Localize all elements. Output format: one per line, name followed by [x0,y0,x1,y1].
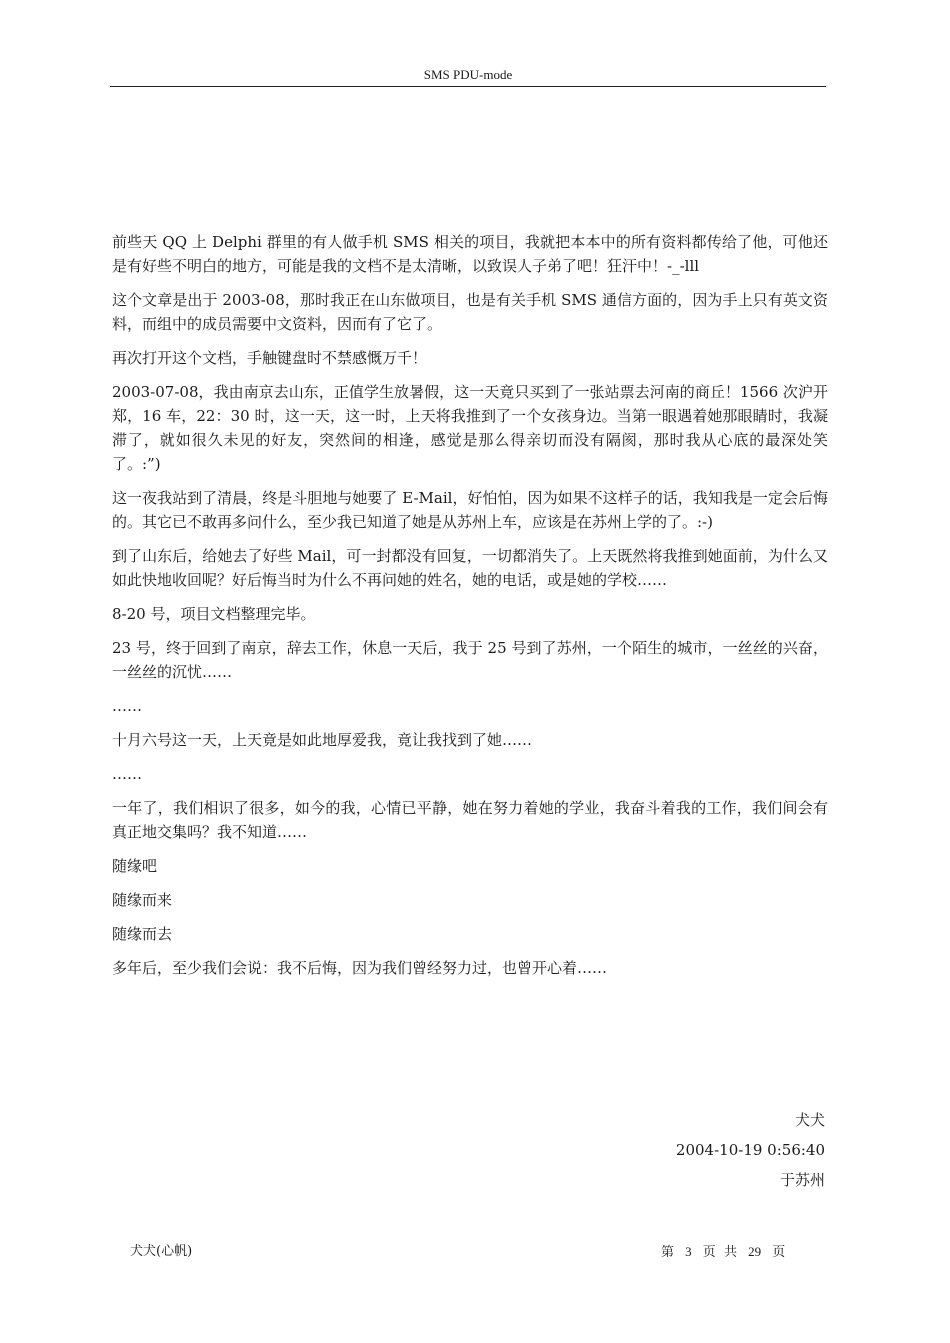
signature-place: 于苏州 [779,1171,825,1189]
footer-author-text: 犬犬(心帆) [130,1244,193,1259]
page-number [659,1243,787,1262]
paragraph: 到了山东后，给她去了好些 Mail，可一封都没有回复，一切都消失了。上天既然将我推到她面前，为什么又如此快地收回呢？好后悔当时为什么不再问她的姓名，她的电话，或是她的学校…… [112,547,828,589]
paragraph: 随缘而来 [112,891,173,909]
signature-datetime: 2004-10-19 0:56:40 [675,1141,825,1159]
page-mid: 页 [702,1245,716,1260]
paragraph: 8-20 号，项目文档整理完毕。 [112,605,316,623]
paragraph: 23 号，终于回到了南京，辞去工作，休息一天后，我于 25 号到了苏州，一个陌生的城市，一丝丝的兴奋，一丝丝的沉忧…… [112,639,828,681]
ellipsis-line: …… [112,697,142,715]
paragraph: 再次打开这个文档，手触键盘时不禁感慨万千！ [112,349,428,367]
page-suffix: 页 [772,1245,786,1260]
ellipsis-line: …… [112,765,142,783]
paragraph: 随缘吧 [112,857,158,875]
footer-author [130,1243,192,1261]
paragraph: 随缘而去 [112,925,173,943]
paragraph: 多年后，至少我们会说：我不后悔，因为我们曾经努力过，也曾开心着…… [112,959,608,977]
page-total: 29 [748,1244,762,1259]
paragraph: 十月六号这一天，上天竟是如此地厚爱我，竟让我找到了她…… [112,731,533,749]
signature-author: 犬犬 [794,1111,825,1129]
page-prefix: 第 [661,1245,675,1260]
page-current: 3 [685,1244,692,1259]
paragraph: 这一夜我站到了清晨，终是斗胆地与她要了 E-Mail，好怕怕，因为如果不这样子的话，我知我是一定会后悔的。其它已不敢再多问什么，至少我已知道了她是从苏州上车，应该是在苏州上学的了。:-) [112,489,828,531]
paragraph: 一年了，我们相识了很多，如今的我，心情已平静，她在努力着她的学业，我奋斗着我的工作，我们间会有真正地交集吗？我不知道…… [112,799,828,841]
paragraph: 这个文章是出于 2003-08，那时我正在山东做项目，也是有关手机 SMS 通信方面的，因为手上只有英文资料，而组中的成员需要中文资料，因而有了它了。 [112,291,828,333]
page-total-prefix: 共 [723,1245,737,1260]
page-header [110,66,826,87]
paragraph: 前些天 QQ 上 Delphi 群里的有人做手机 SMS 相关的项目，我就把本本中的所有资料都传给了他，可他还是有好些不明白的地方，可能是我的文档不是太清晰，以致误人子弟了吧！狂汗中！-_-lll [112,233,828,275]
paragraph: 2003-07-08，我由南京去山东，正值学生放暑假，这一天竟只买到了一张站票去河南的商丘！1566 次沪开郑，16 车，22：30 时，这一天，这一时，上天将我推到了一个女孩身边。当第一眼遇着她那眼睛时，我凝滞了，就如很久未见的好友，突然间的相逢，感觉是那么得亲切而没有隔阂，那时我从心底的最深处笑了。:”) [112,383,828,473]
document-body [112,230,828,990]
signature-block [676,1106,825,1196]
header-title: SMS PDU-mode [423,67,513,82]
